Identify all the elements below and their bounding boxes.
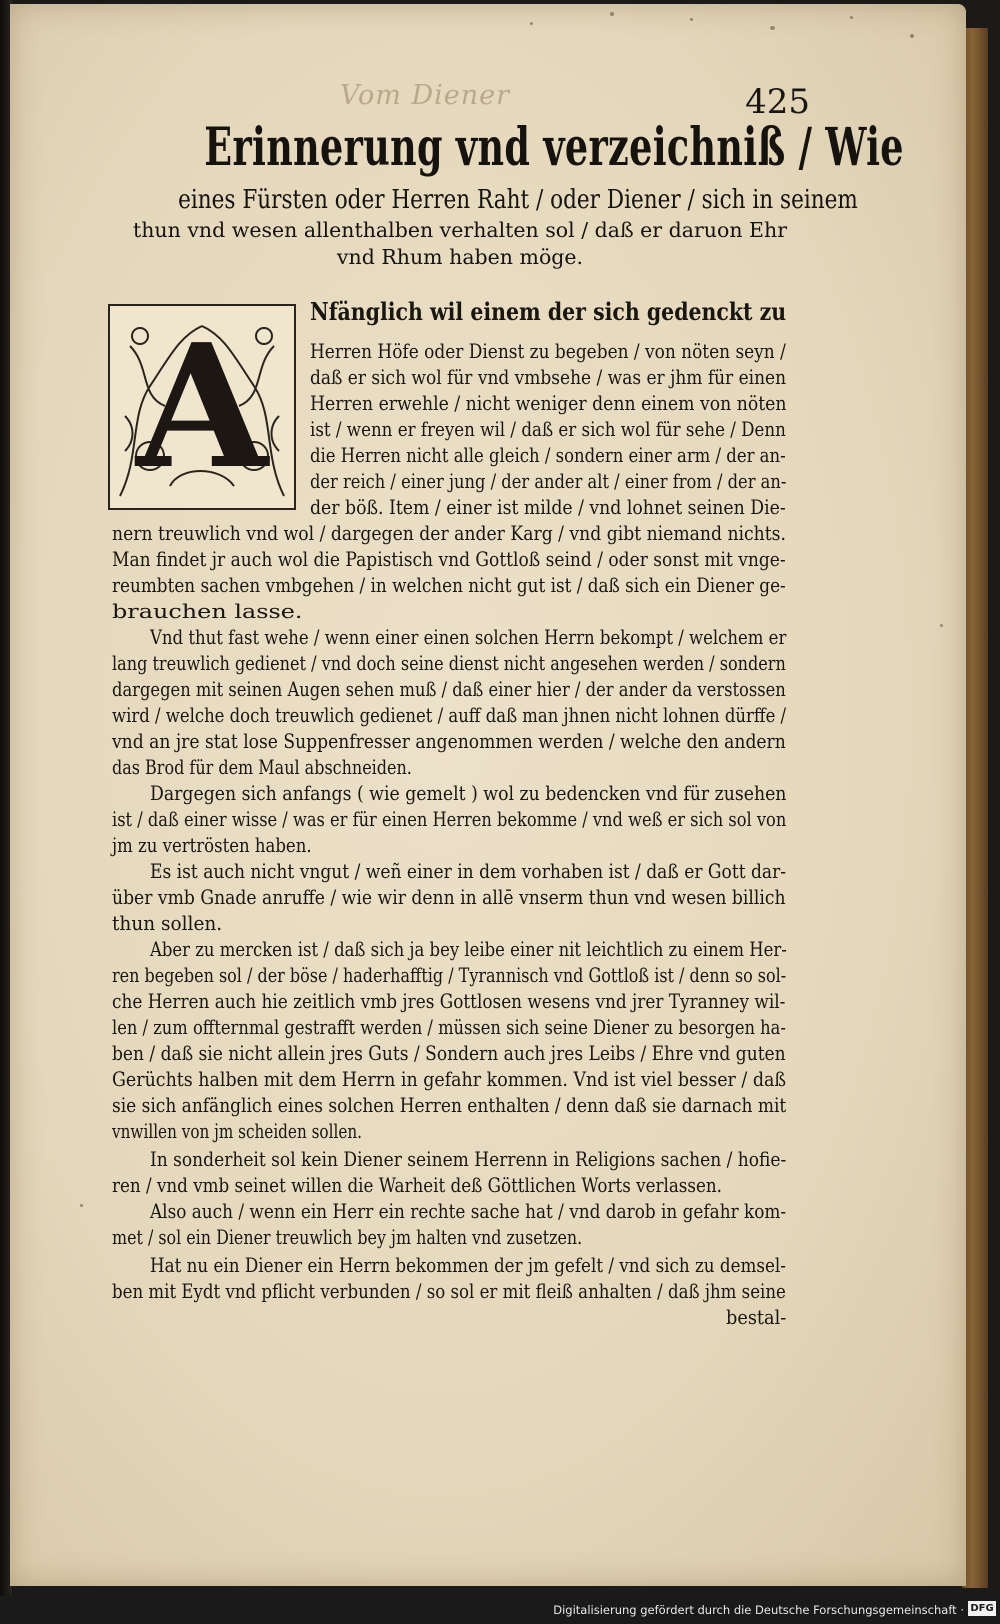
text-line: jm zu vertrösten haben. [112,834,312,857]
text-line: len / zum offternmal gestrafft werden / müssen sich seine Diener zu besorgen ha- [112,1016,786,1039]
text-line: nern treuwlich vnd wol / dargegen der ander Karg / vnd gibt niemand nichts. [112,522,786,545]
text-line: ben mit Eydt vnd pflicht verbunden / so sol er mit fleiß anhalten / daß jhm seine [112,1280,786,1303]
text-line: vnwillen von jm scheiden sollen. [112,1120,362,1143]
text-line: Herren erwehle / nicht weniger denn einem von nöten [310,392,787,415]
subtitle-line: vnd Rhum haben möge. [336,245,584,269]
page-number: 425 [745,82,810,122]
drop-cap-letter: A [136,307,268,507]
text-line: Nfänglich wil einem der sich gedenckt zu [310,297,787,326]
text-line: thun sollen. [112,912,223,935]
page-title: Erinnerung vnd verzeichniß / Wie [204,117,904,178]
text-line: Vnd thut fast wehe / wenn einer einen solchen Herrn bekompt / welchem er [150,626,787,649]
text-line: über vmb Gnade anruffe / wie wir denn in allē vnserm thun vnd wesen billich [112,886,786,909]
text-line: ist / daß einer wisse / was er für einen Herren bekomme / vnd weß er sich sol von [112,808,787,831]
text-line: Also auch / wenn ein Herr ein rechte sache hat / vnd darob in gefahr kom- [150,1200,787,1223]
text-line: Dargegen sich anfangs ( wie gemelt ) wol zu bedencken vnd für zusehen [150,782,787,805]
text-line: brauchen lasse. [112,600,303,623]
text-line: sie sich anfänglich eines solchen Herren enthalten / denn daß sie darnach mit [112,1094,787,1117]
text-line: der böß. Item / einer ist milde / vnd lohnet seinen Die- [310,496,786,519]
text-line: ben / daß sie nicht allein jres Guts / Sondern auch jres Leibs / Ehre vnd guten [112,1042,786,1065]
text-line: bestal- [726,1306,787,1329]
text-line: der reich / einer jung / der ander alt / einer from / der an- [310,470,787,493]
text-line: met / sol ein Diener treuwlich bey jm halten vnd zusetzen. [112,1226,583,1249]
handwritten-annotation: Vom Diener [340,80,510,111]
dfg-logo: DFG [968,1601,996,1616]
text-line: dargegen mit seinen Augen sehen muß / daß einer hier / der ander da verstossen [112,678,786,701]
text-line: che Herren auch hie zeitlich vmb jres Gottlosen wesens vnd jrer Tyranney wil- [112,990,786,1013]
text-line: lang treuwlich gedienet / vnd doch seine dienst nicht angesehen werden / sondern [112,652,786,675]
text-line: Gerüchts halben mit dem Herrn in gefahr kommen. Vnd ist viel besser / daß [112,1068,787,1091]
text-line: Hat nu ein Diener ein Herrn bekommen der jm gefelt / vnd sich zu demsel- [150,1254,786,1277]
text-line: das Brod für dem Maul abschneiden. [112,756,412,779]
text-line: Herren Höfe oder Dienst zu begeben / von nöten seyn / [310,340,786,363]
text-line: die Herren nicht alle gleich / sondern einer arm / der an- [310,444,786,467]
text-line: ren begeben sol / der böse / haderhafftig / Tyrannisch vnd Gottloß ist / denn so sol- [112,964,787,987]
text-line: ren / vnd vmb seinet willen die Warheit deß Göttlichen Worts verlassen. [112,1174,722,1197]
text-line: Es ist auch nicht vngut / weñ einer in dem vorhaben ist / daß er Gott dar- [150,860,787,883]
text-line: Man findet jr auch wol die Papistisch vnd Gottloß seind / oder sonst mit vnge- [112,548,786,571]
text-line: In sonderheit sol kein Diener seinem Herrenn in Religions sachen / hofie- [150,1148,787,1171]
text-line: daß er sich wol für vnd vmbsehe / was er jhm für einen [310,366,787,389]
subtitle-line: thun vnd wesen allenthalben verhalten sol / daß er daruon Ehr [132,218,788,242]
footer-credit: Digitalisierung gefördert durch die Deutsche Forschungsgemeinschaft · [553,1603,964,1617]
text-line: ist / wenn er freyen wil / daß er sich wol für sehe / Denn [310,418,786,441]
subtitle-line: eines Fürsten oder Herren Raht / oder Diener / sich in seinem [178,185,858,215]
text-line: reumbten sachen vmbgehen / in welchen nicht gut ist / daß sich ein Diener ge- [112,574,786,597]
text-line: vnd an jre stat lose Suppenfresser angenommen werden / welche den andern [112,730,786,753]
text-line: Aber zu mercken ist / daß sich ja bey leibe einer nit leichtlich zu einem Her- [150,938,787,961]
text-line: wird / welche doch treuwlich gedienet / auff daß man jhnen nicht lohnen dürffe / [112,704,787,727]
